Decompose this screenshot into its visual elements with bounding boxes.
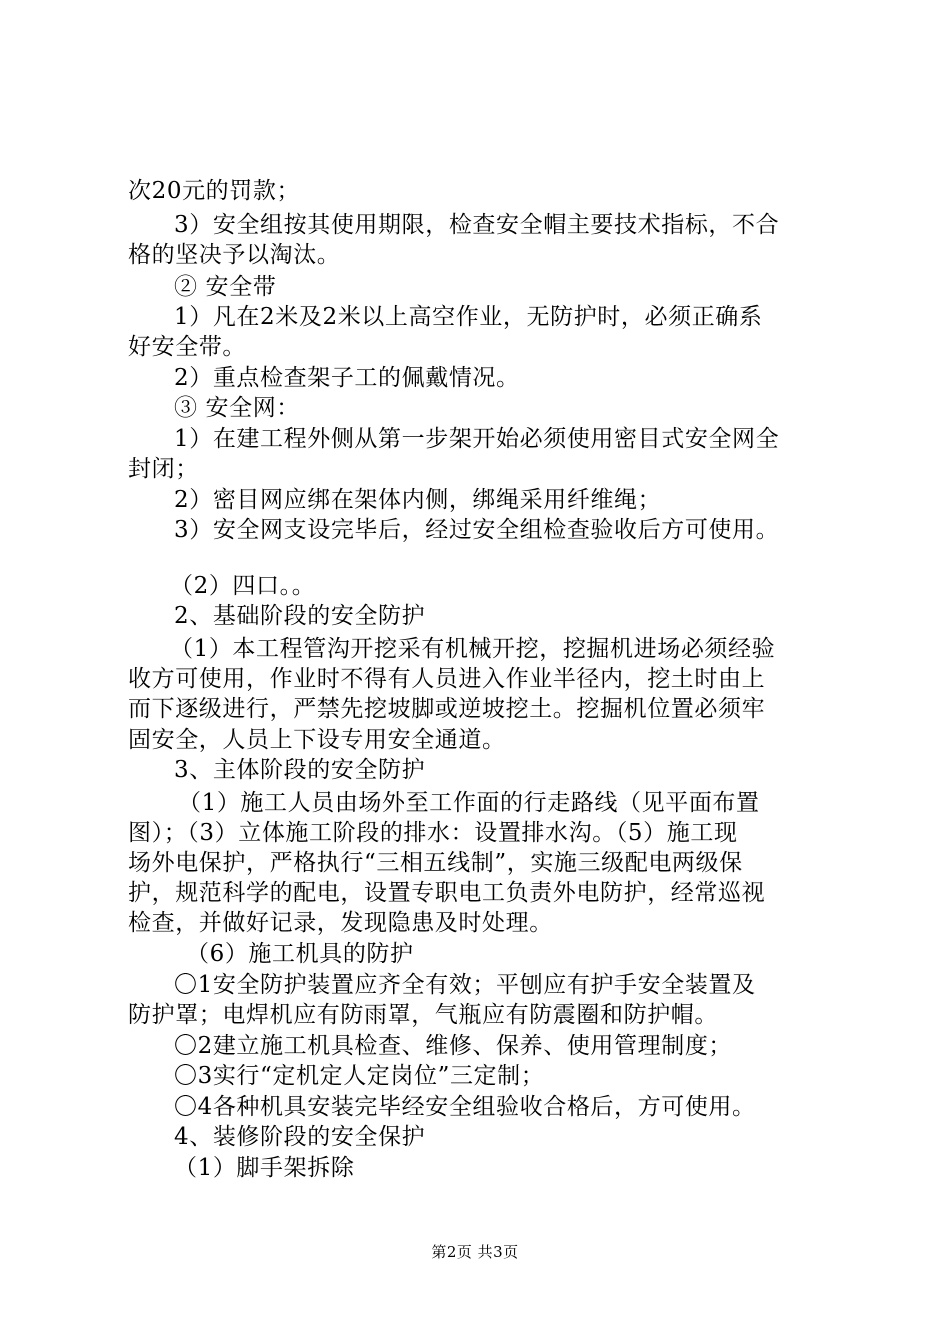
text-line: 图）；（3）立体施工阶段的排水：设置排水沟。（5）施工现 bbox=[128, 820, 738, 846]
text-line: 3）安全组按其使用期限，检查安全帽主要技术指标，不合 bbox=[174, 212, 780, 238]
text-line: （2）四口。。 bbox=[170, 573, 316, 599]
text-line: 次20元的罚款； bbox=[128, 178, 301, 204]
text-line: 收方可使用，作业时不得有人员进入作业半径内，挖土时由上 bbox=[128, 666, 766, 692]
text-line: 3）安全网支设完毕后，经过安全组检查验收后方可使用。 bbox=[174, 517, 780, 543]
text-line: （1）脚手架拆除 bbox=[174, 1155, 355, 1181]
text-line: 固安全，人员上下设专用安全通道。 bbox=[128, 727, 506, 753]
text-line: 〇2建立施工机具检查、维修、保养、使用管理制度； bbox=[174, 1033, 733, 1059]
text-line: 防护罩；电焊机应有防雨罩，气瓶应有防震圈和防护帽。 bbox=[128, 1002, 718, 1028]
text-line: 护，规范科学的配电，设置专职电工负责外电防护，经常巡视 bbox=[128, 880, 766, 906]
text-line: 封闭； bbox=[128, 456, 199, 482]
text-line: 〇1安全防护装置应齐全有效；平刨应有护手安全装置及 bbox=[174, 972, 756, 998]
text-line: （1）本工程管沟开挖采有机械开挖，挖掘机进场必须经验 bbox=[170, 636, 776, 662]
text-line: 而下逐级进行，严禁先挖坡脚或逆坡挖土。挖掘机位置必须牢 bbox=[128, 696, 766, 722]
text-line: （6）施工机具的防护 bbox=[186, 941, 414, 967]
text-line: 好安全带。 bbox=[128, 334, 246, 360]
text-line: 4、装修阶段的安全保护 bbox=[174, 1124, 426, 1150]
text-line: ③ 安全网： bbox=[174, 395, 300, 421]
text-line: 2）密目网应绑在架体内侧，绑绳采用纤维绳； bbox=[174, 487, 662, 513]
text-line: 1）凡在2米及2米以上高空作业，无防护时，必须正确系 bbox=[174, 304, 763, 330]
text-line: 〇3实行“定机定人定岗位”三定制； bbox=[174, 1063, 545, 1089]
text-line: 检查，并做好记录，发现隐患及时处理。 bbox=[128, 910, 553, 936]
text-line: 1）在建工程外侧从第一步架开始必须使用密目式安全网全 bbox=[174, 426, 780, 452]
text-line: 3、主体阶段的安全防护 bbox=[174, 757, 426, 783]
page-footer: 第2页 共3页 bbox=[431, 1243, 519, 1261]
text-line: 〇4各种机具安装完毕经安全组验收合格后，方可使用。 bbox=[174, 1094, 756, 1120]
text-line: 2、基础阶段的安全防护 bbox=[174, 603, 426, 629]
text-line: 格的坚决予以淘汰。 bbox=[128, 242, 341, 268]
text-line: （1）施工人员由场外至工作面的行走路线（见平面布置 bbox=[178, 790, 760, 816]
text-line: 场外电保护，严格执行“三相五线制”，实施三级配电两级保 bbox=[128, 850, 743, 876]
text-line: ② 安全带 bbox=[174, 274, 277, 300]
text-line: 2）重点检查架子工的佩戴情况。 bbox=[174, 365, 520, 391]
